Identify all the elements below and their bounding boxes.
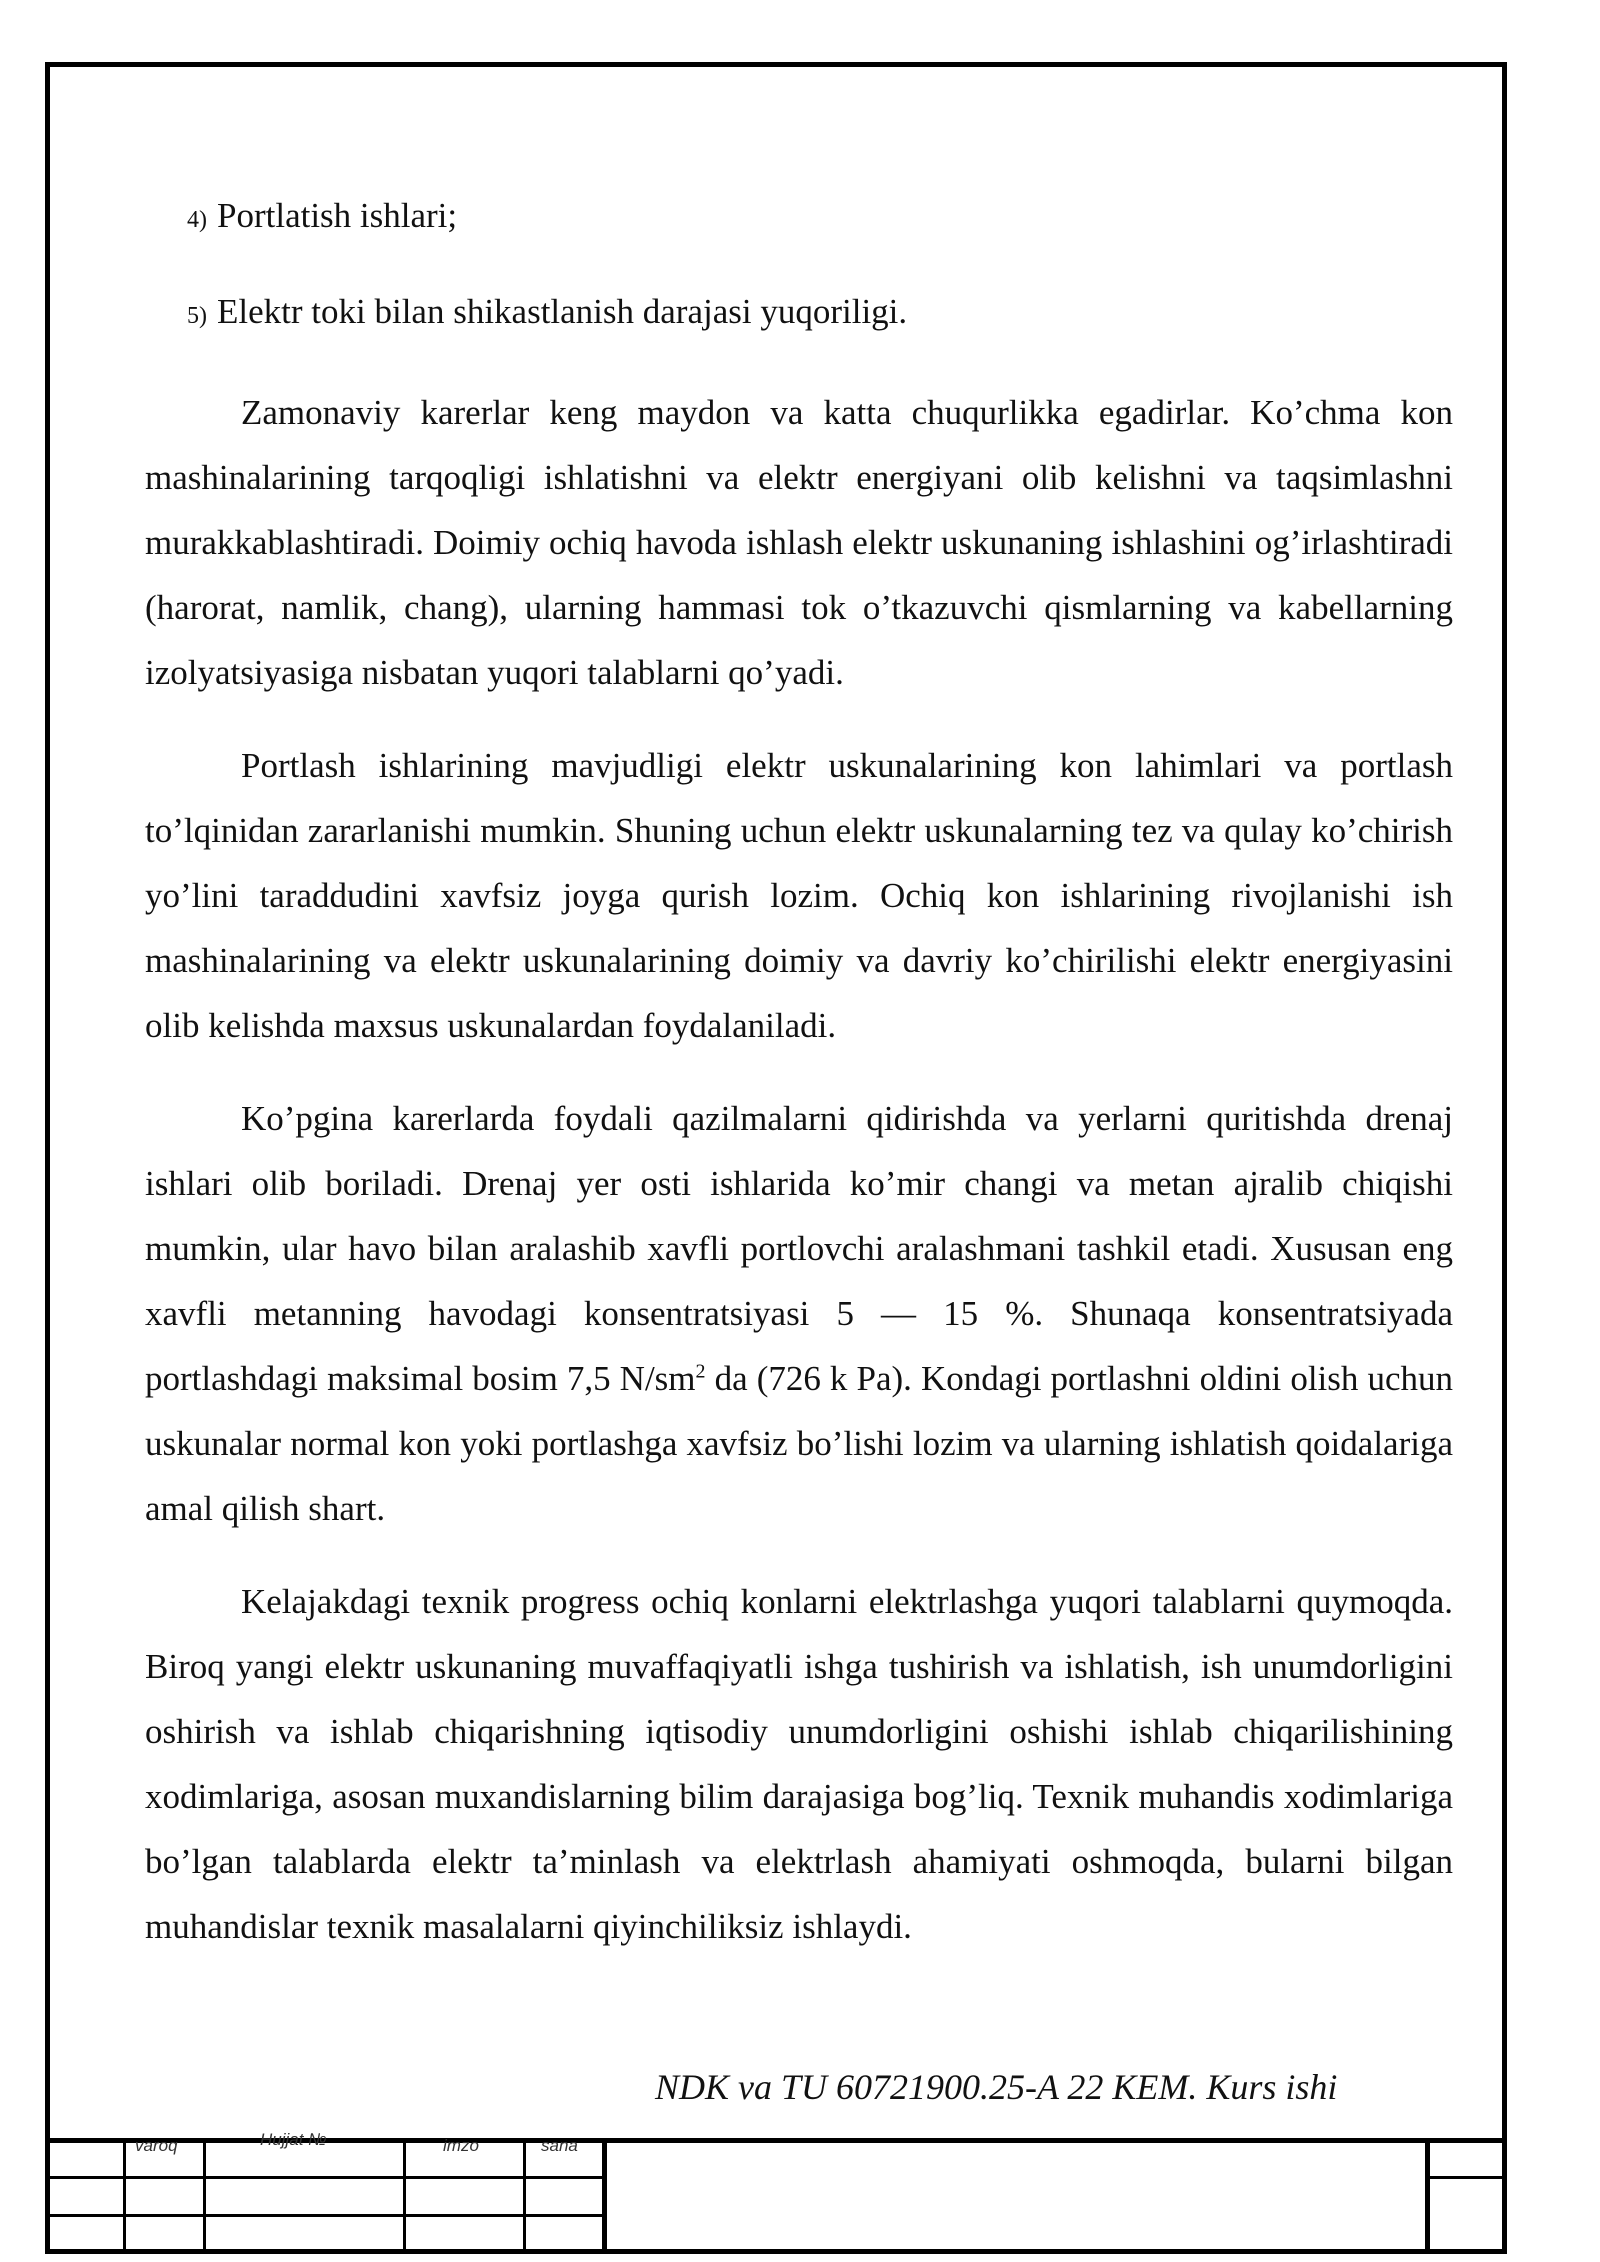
list-number: 5): [187, 303, 207, 329]
list-number: 4): [187, 207, 207, 233]
stamp-col-line: [1425, 2138, 1430, 2254]
stamp-col-line: [523, 2138, 526, 2254]
stamp-label-sana: sana: [541, 2136, 578, 2155]
stamp-row-line: [45, 2176, 605, 2179]
list-item: [187, 288, 1453, 340]
paragraph-3: [145, 1086, 1453, 1541]
stamp-row-line: [45, 2214, 605, 2217]
stamp-label-varoq: varoq: [135, 2136, 178, 2155]
stamp-title: NDK va TU 60721900.25-A 22 KEM. Kurs ishi: [655, 2067, 1338, 2107]
stamp-col-line: [602, 2138, 607, 2254]
title-block-stamp: [45, 2130, 1507, 2254]
stamp-row-line: [1427, 2176, 1507, 2179]
stamp-col-line: [123, 2138, 126, 2254]
paragraph-3-text-b: da (726 k Pa). Kondagi portlashni oldini olish uchun uskunalar normal kon yoki portlashga xavfsiz bo’lishi lozim va ularning ishlatish qoidalariga amal qilish shart.: [145, 1359, 1453, 1528]
paragraph-2: Portlash ishlarining mavjudligi elektr uskunalarining kon lahimlari va portlash to’lqinidan zararlanishi mumkin. Shuning uchun elektr uskunalarning tez va qulay ko’chirish yo’lini taraddudini xavfsiz joyga qurish lozim. Ochiq kon ishlarining rivojlanishi ish mashinalarining va elektr uskunalarining doimiy va davriy ko’chirilishi elektr energiyasini olib kelishda maxsus uskunalardan foydalaniladi.: [145, 746, 1453, 1045]
list-item: [187, 192, 1453, 244]
paragraph-4: Kelajakdagi texnik progress ochiq konlarni elektrlashga yuqori talablarni quymoqda. Biroq yangi elektr uskunaning muvaffaqiyatli ishga tushirish va ishlatish, ish unumdorligini oshirish va ishlab chiqarishning iqtisodiy unumdorligini oshishi ishlab chiqarilishining xodimlariga, asosan muxandislarning bilim darajasiga bog’liq. Texnik muhandis xodimlariga bo’lgan talablarda elektr ta’minlash va elektrlash ahamiyati oshmoqda, bularni bilgan muhandislar texnik masalalarni qiyinchiliksiz ishlaydi.: [145, 1582, 1453, 1946]
paragraph-3-text-a: Ko’pgina karerlarda foydali qazilmalarni qidirishda va yerlarni quritishda drenaj ishlari olib boriladi. Drenaj yer osti ishlarida ko’mir changi va metan ajralib chiqishi mumkin, ular havo bilan aralashib xavfli portlovchi aralashmani tashkil etadi. Xususan eng xavfli metanning havodagi konsentratsiyasi 5 — 15 %. Shunaqa konsentratsiyada portlashdagi maksimal bosim 7,5 N/sm: [145, 1099, 1453, 1398]
stamp-label-hujjat: Hujjat №: [260, 2130, 327, 2149]
stamp-col-line: [403, 2138, 406, 2254]
list-text: Portlatish ishlari;: [217, 196, 458, 235]
list-text: Elektr toki bilan shikastlanish darajasi yuqoriligi.: [217, 292, 908, 331]
paragraph-1: Zamonaviy karerlar keng maydon va katta chuqurlikka egadirlar. Ko’chma kon mashinalarining tarqoqligi ishlatishni va elektr energiyani olib kelishni va taqsimlashni murakkablashtiradi. Doimiy ochiq havoda ishlash elektr uskunaning ishlashini og’irlashtiradi (harorat, namlik, chang), ularning hammasi tok o’tkazuvchi qismlarning va kabellarning izolyatsiyasiga nisbatan yuqori talablarni qo’yadi.: [145, 393, 1453, 692]
document-body: [145, 192, 1453, 1987]
stamp-label-imzo: imzo: [443, 2136, 479, 2155]
stamp-col-line: [203, 2138, 206, 2254]
superscript-2: 2: [695, 1360, 706, 1383]
